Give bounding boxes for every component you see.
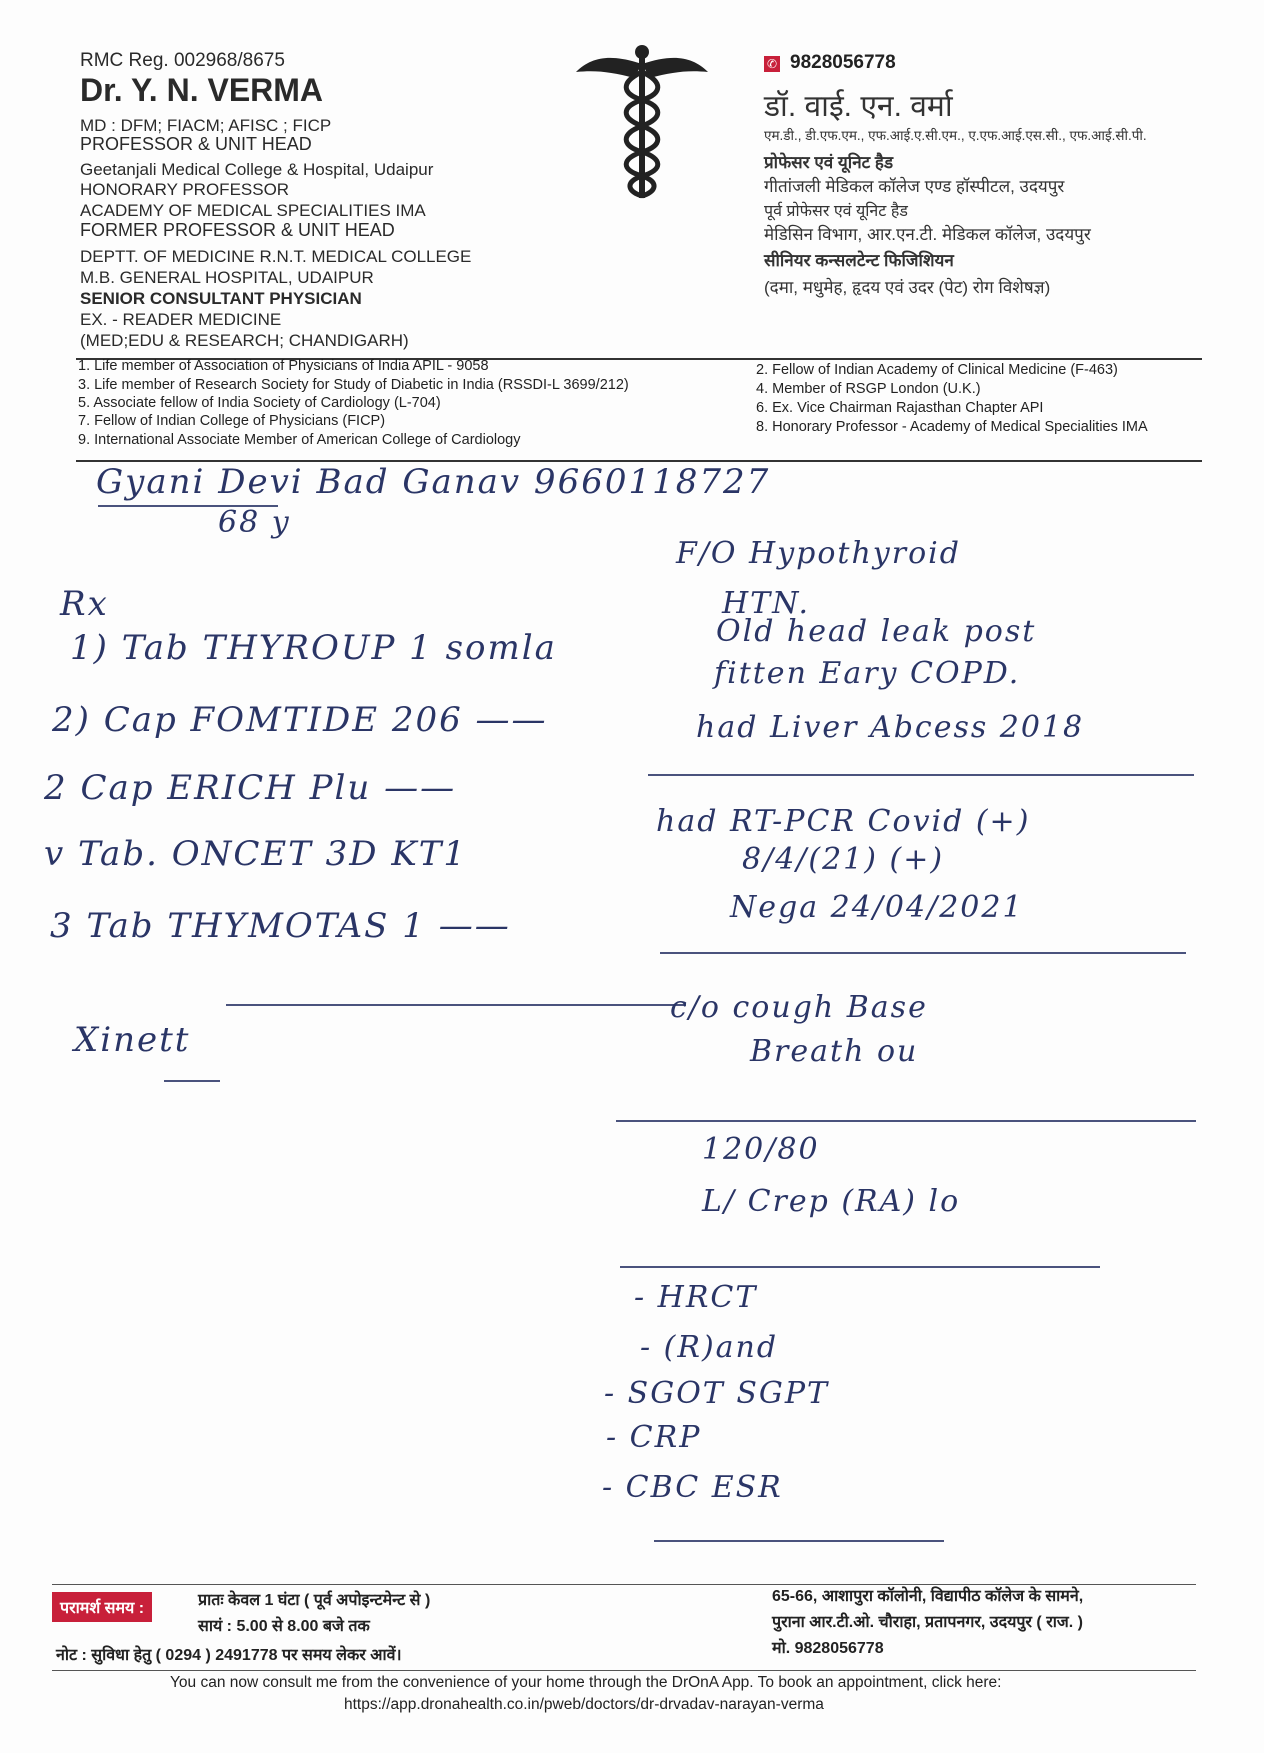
consult-evening: सायं : 5.00 से 8.00 बजे तक <box>198 1618 370 1635</box>
membership-item: 4. Member of RSGP London (U.K.) <box>756 381 981 397</box>
title-ex-reader: EX. - READER MEDICINE <box>80 310 282 329</box>
membership-item: 6. Ex. Vice Chairman Rajasthan Chapter API <box>756 400 1044 416</box>
clinic-address-2: पुराना आर.टी.ओ. चौराहा, प्रतापनगर, उदयपुर ( राज. ) <box>772 1614 1083 1631</box>
college-name: Geetanjali Medical College & Hospital, Udaipur <box>80 160 434 179</box>
appointment-link[interactable]: https://app.dronahealth.co.in/pweb/doctors/dr-drvadav-narayan-verma <box>344 1696 824 1713</box>
consult-morning: प्रातः केवल 1 घंटा ( पूर्व अपोइन्टमेन्ट से ) <box>198 1592 431 1609</box>
hospital-name: M.B. GENERAL HOSPITAL, UDAIPUR <box>80 268 374 287</box>
membership-item: 3. Life member of Research Society for Study of Diabetic in India (RSSDI-L 3699/212) <box>78 377 629 393</box>
covid-line: Nega 24/04/2021 <box>730 890 1024 925</box>
covid-divider <box>660 952 1186 954</box>
patient-line: Gyani Devi Bad Ganav 9660118727 <box>96 462 771 502</box>
investigation-item: - CBC ESR <box>602 1470 783 1505</box>
caduceus-logo-icon <box>572 42 712 202</box>
academy-name: ACADEMY OF MEDICAL SPECIALITIES IMA <box>80 201 426 220</box>
membership-item: 9. International Associate Member of American College of Cardiology <box>78 432 521 448</box>
investigation-item: - (R)and <box>640 1330 779 1365</box>
consult-time-badge: परामर्श समय : <box>52 1592 152 1622</box>
app-note: You can now consult me from the convenience of your home through the DrOnA App. To book an appointment, click here: <box>170 1674 1002 1691</box>
exam-divider <box>620 1266 1100 1268</box>
title-senior-consultant: SENIOR CONSULTANT PHYSICIAN <box>80 289 362 308</box>
history-line: had Liver Abcess 2018 <box>696 710 1085 745</box>
title-honorary: HONORARY PROFESSOR <box>80 180 290 199</box>
rx-item: 1) Tab THYROUP 1 somla <box>70 628 557 668</box>
exam-line: L/ Crep (RA) lo <box>702 1184 961 1219</box>
history-line: F/O Hypothyroid <box>676 536 961 571</box>
clinic-address-1: 65-66, आशापुरा कॉलोनी, विद्यापीठ कॉलेज के सामने, <box>772 1588 1084 1605</box>
exam-bp: 120/80 <box>702 1132 820 1167</box>
phone-number <box>764 52 896 74</box>
investigation-end-line <box>654 1540 944 1542</box>
appointment-note: नोट : सुविधा हेतु ( 0294 ) 2491778 पर समय लेकर आवें। <box>56 1647 402 1664</box>
history-line: HTN. <box>722 586 811 621</box>
complaint-line: c/o cough Base <box>670 990 928 1025</box>
membership-item: 7. Fellow of Indian College of Physicians (FICP) <box>78 413 386 429</box>
followup-underline <box>164 1080 220 1082</box>
covid-line: 8/4/(21) (+) <box>742 842 945 877</box>
membership-item: 1. Life member of Association of Physicians of India APIL - 9058 <box>78 358 489 374</box>
department-hindi: मेडिसिन विभाग, आर.एन.टी. मेडिकल कॉलेज, उदयपुर <box>764 225 1091 244</box>
patient-age: 68 y <box>218 505 291 540</box>
phone-value: 9828056778 <box>790 52 896 73</box>
doctor-degrees: MD : DFM; FIACM; AFISC ; FICP <box>80 116 332 135</box>
membership-item: 5. Associate fellow of India Society of Cardiology (L-704) <box>78 395 441 411</box>
history-line: Old head leak post <box>716 614 1037 649</box>
degrees-hindi: एम.डी., डी.एफ.एम., एफ.आई.ए.सी.एम., ए.एफ.आई.एस.सी., एफ.आई.सी.पी. <box>764 128 1147 143</box>
rx-item: v Tab. ONCET 3D KT1 <box>44 834 468 874</box>
title-med-edu: (MED;EDU & RESEARCH; CHANDIGARH) <box>80 331 409 350</box>
rx-item: 3 Tab THYMOTAS 1 —— <box>50 906 511 946</box>
investigation-item: - CRP <box>606 1420 702 1455</box>
rx-item: 2 Cap ERICH Plu —— <box>44 768 457 808</box>
covid-line: had RT-PCR Covid (+) <box>656 804 1031 839</box>
title-professor-hindi: प्रोफेसर एवं यूनिट हैड <box>764 153 894 172</box>
department: DEPTT. OF MEDICINE R.N.T. MEDICAL COLLEGE <box>80 247 472 266</box>
title-professor: PROFESSOR & UNIT HEAD <box>80 134 312 154</box>
membership-item: 8. Honorary Professor - Academy of Medical Specialities IMA <box>756 419 1148 435</box>
complaint-line: Breath ou <box>750 1034 919 1069</box>
rx-item: 2) Cap FOMTIDE 206 —— <box>52 700 548 740</box>
rx-followup: Xinett <box>74 1020 191 1060</box>
complaint-divider <box>616 1120 1196 1122</box>
investigation-item: - SGOT SGPT <box>604 1376 830 1411</box>
title-former: FORMER PROFESSOR & UNIT HEAD <box>80 220 395 240</box>
title-former-hindi: पूर्व प्रोफेसर एवं यूनिट हैड <box>764 203 908 220</box>
doctor-name-hindi: डॉ. वाई. एन. वर्मा <box>764 90 953 123</box>
specialities-hindi: (दमा, मधुमेह, हृदय एवं उदर (पेट) रोग विशेषज्ञ) <box>764 278 1051 297</box>
history-line: fitten Eary COPD. <box>714 656 1021 691</box>
title-senior-hindi: सीनियर कन्सलटेन्ट फिजिशियन <box>764 251 954 270</box>
history-divider <box>648 774 1194 776</box>
rx-end-line <box>226 1004 686 1006</box>
rx-symbol: Rx <box>60 584 109 624</box>
doctor-name: Dr. Y. N. VERMA <box>80 72 324 108</box>
clinic-mobile: मो. 9828056778 <box>772 1640 884 1657</box>
college-hindi: गीतांजली मेडिकल कॉलेज एण्ड हॉस्पीटल, उदयपुर <box>764 177 1065 196</box>
membership-item: 2. Fellow of Indian Academy of Clinical Medicine (F-463) <box>756 362 1118 378</box>
reg-number: RMC Reg. 002968/8675 <box>80 50 285 71</box>
footer-bottom-divider <box>52 1670 1196 1671</box>
phone-icon: ✆ <box>764 56 780 72</box>
investigation-item: - HRCT <box>634 1280 758 1315</box>
